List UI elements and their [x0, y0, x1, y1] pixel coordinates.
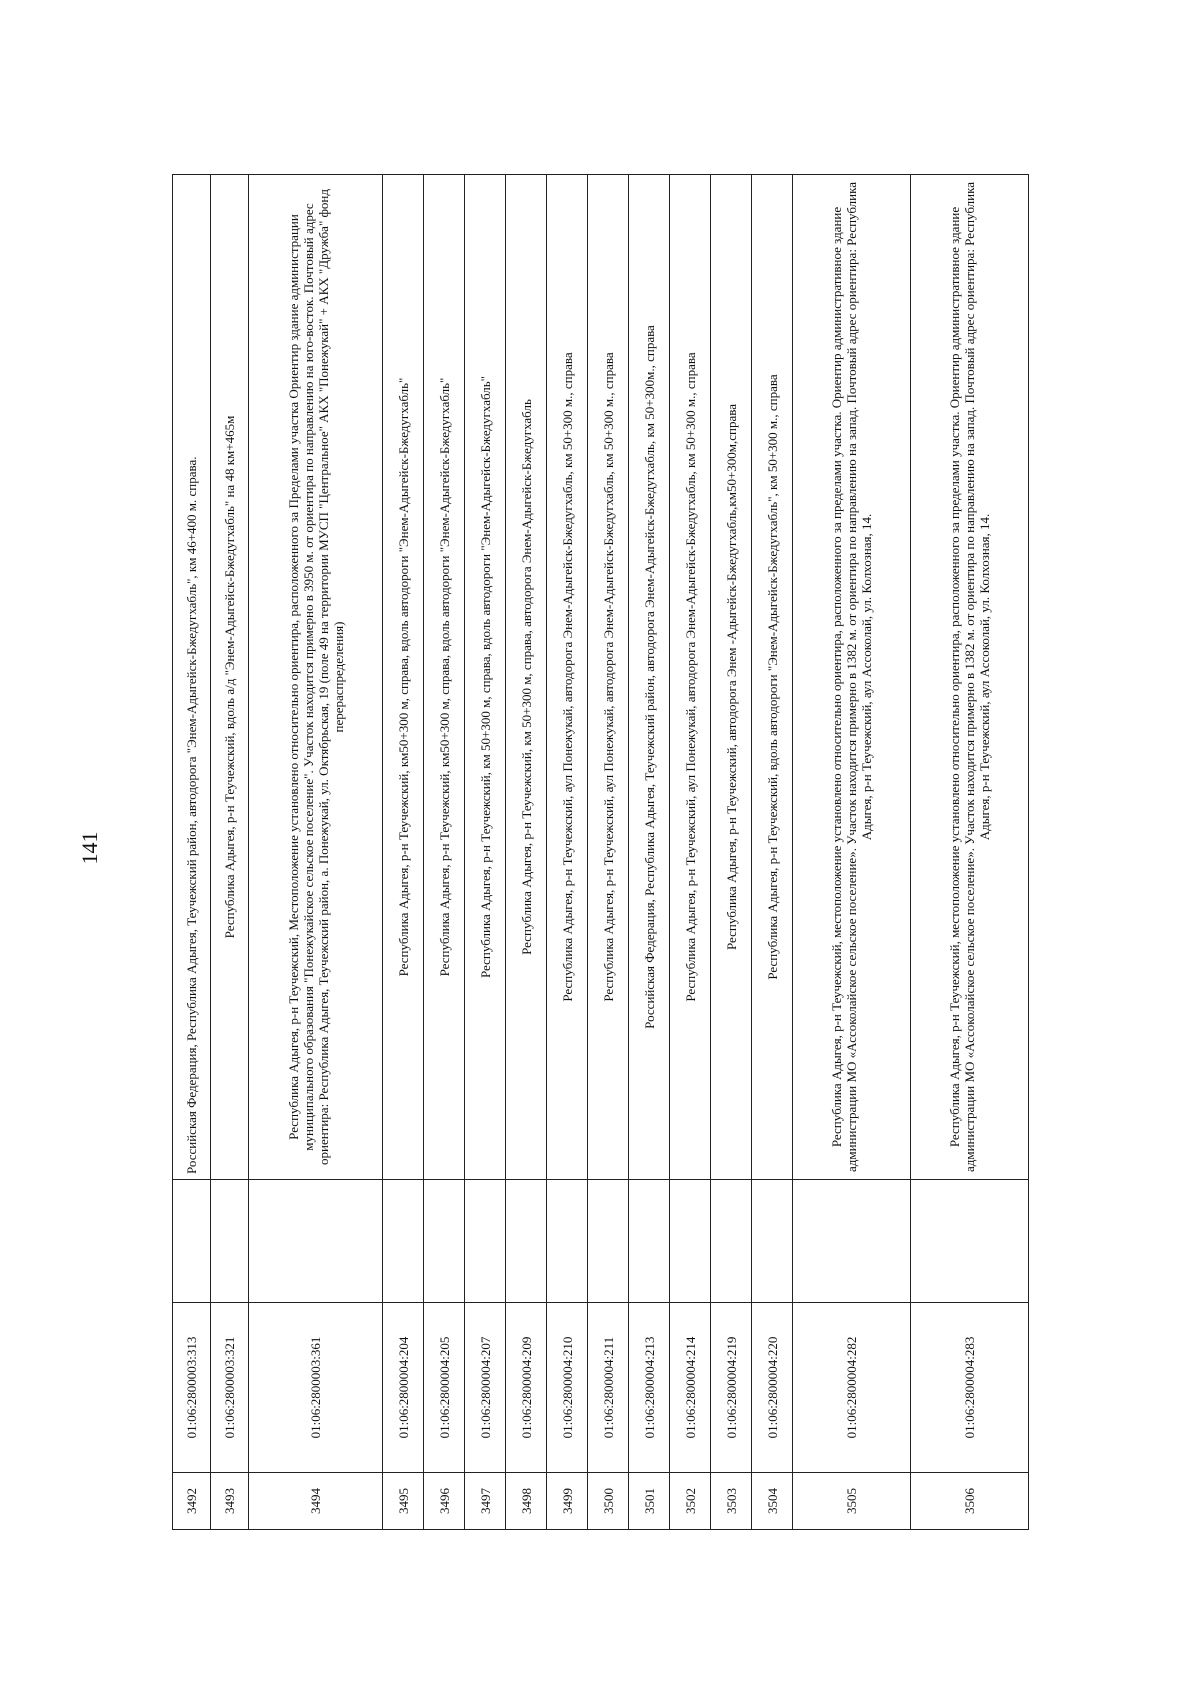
cadastral-number: 01:06:2800004:213	[629, 1303, 670, 1473]
row-number: 3492	[173, 1473, 211, 1530]
row-number: 3502	[670, 1473, 711, 1530]
empty-cell	[911, 1180, 1029, 1303]
row-number: 3496	[424, 1473, 465, 1530]
address-cell: Республика Адыгея, р-н Теучежский, местоположение установлено относительно ориентира, расположенного за пределами участка. Ориентир административное здание администрации МО «Ассоколайское сельское поселение». Участок находится примерно в 1382 м. от ориентира по направлению на запад. Почтовый адрес ориентира: Республика Адыгея, р-н Теучежский, аул Ассоколай, ул. Колхозная, 14.	[793, 175, 911, 1180]
empty-cell	[588, 1180, 629, 1303]
table-row	[383, 175, 424, 1530]
table-row	[911, 175, 1029, 1530]
cadastral-number: 01:06:2800004:220	[752, 1303, 793, 1473]
cadastral-number: 01:06:2800003:361	[249, 1303, 383, 1473]
cadastral-number: 01:06:2800004:209	[506, 1303, 547, 1473]
table-row	[547, 175, 588, 1530]
cadastral-number: 01:06:2800004:219	[711, 1303, 752, 1473]
empty-cell	[793, 1180, 911, 1303]
cadastral-number: 01:06:2800004:211	[588, 1303, 629, 1473]
row-number: 3501	[629, 1473, 670, 1530]
address-cell: Республика Адыгея, р-н Теучежский, аул Понежукай, автодорога Энем-Адыгейск-Бжедугхабль, км 50+300 м., справа	[588, 175, 629, 1180]
empty-cell	[383, 1180, 424, 1303]
cadastral-number: 01:06:2800004:204	[383, 1303, 424, 1473]
address-cell: Республика Адыгея, р-н Теучежский, вдоль а/д "Энем-Адыгейск-Бжедугхабль" на 48 км+465м	[211, 175, 249, 1180]
empty-cell	[711, 1180, 752, 1303]
table-row	[793, 175, 911, 1530]
table-row	[249, 175, 383, 1530]
table-row	[670, 175, 711, 1530]
row-number: 3493	[211, 1473, 249, 1530]
cadastral-number: 01:06:2800004:283	[911, 1303, 1029, 1473]
row-number: 3503	[711, 1473, 752, 1530]
table-row	[711, 175, 752, 1530]
address-cell: Республика Адыгея, р-н Теучежский, местоположение установлено относительно ориентира, расположенного за пределами участка. Ориентир административное здание администрации МО «Ассоколайское сельское поселение». Участок находится примерно в 1382 м. от ориентира по направлению на запад. Почтовый адрес ориентира: Республика Адыгея, р-н Теучежский, аул Ассоколай, ул. Колхозная, 14.	[911, 175, 1029, 1180]
row-number: 3504	[752, 1473, 793, 1530]
table-row	[465, 175, 506, 1530]
empty-cell	[173, 1180, 211, 1303]
cadastral-number: 01:06:2800004:205	[424, 1303, 465, 1473]
row-number: 3506	[911, 1473, 1029, 1530]
rotated-table-container	[172, 175, 1072, 1530]
row-number: 3499	[547, 1473, 588, 1530]
address-cell: Российская Федерация, Республика Адыгея, Теучежский район, автодорога Энем-Адыгейск-Бжедугхабль, км 50+300м., справа	[629, 175, 670, 1180]
row-number: 3498	[506, 1473, 547, 1530]
row-number: 3495	[383, 1473, 424, 1530]
table-row	[629, 175, 670, 1530]
address-cell: Республика Адыгея, р-н Теучежский, вдоль автодороги "Энем-Адыгейск-Бжедугхабль", км 50+300 м., справа	[752, 175, 793, 1180]
empty-cell	[424, 1180, 465, 1303]
address-cell: Российская Федерация, Республика Адыгея, Теучежский район, автодорога "Энем-Адыгейск-Бжедугхабль", км 46+400 м. справа.	[173, 175, 211, 1180]
row-number: 3505	[793, 1473, 911, 1530]
row-number: 3494	[249, 1473, 383, 1530]
empty-cell	[249, 1180, 383, 1303]
empty-cell	[465, 1180, 506, 1303]
cadastral-number: 01:06:2800003:313	[173, 1303, 211, 1473]
land-plot-table	[172, 174, 1029, 1530]
address-cell: Республика Адыгея, р-н Теучежский, аул Понежукай, автодорога Энем-Адыгейск-Бжедугхабль, км 50+300 м., справа	[670, 175, 711, 1180]
cadastral-number: 01:06:2800004:210	[547, 1303, 588, 1473]
cadastral-number: 01:06:2800003:321	[211, 1303, 249, 1473]
empty-cell	[547, 1180, 588, 1303]
empty-cell	[629, 1180, 670, 1303]
page-number: 141	[77, 831, 102, 865]
table-row	[752, 175, 793, 1530]
address-cell: Республика Адыгея, р-н Теучежский, Местоположение установлено относительно ориентира, расположенного за Пределами участка Ориентир здание администрации муниципального образования "Понежукайское сельское поселение". Участок находится примерно в 3950 м. от ориентира по направлению на юго-восток. Почтовый адрес ориентира: Республика Адыгея, Теучежский район, а. Понежукай, ул. Октябрьская, 19 (поле 49 на территории МУСП "Центральное" АКХ "Понежукай" + АКХ "Дружба" фонд перераспределения)	[249, 175, 383, 1180]
address-cell: Республика Адыгея, р-н Теучежский, км50+300 м, справа, вдоль автодороги "Энем-Адыгейск-Бжедугхабль"	[424, 175, 465, 1180]
cadastral-number: 01:06:2800004:207	[465, 1303, 506, 1473]
address-cell: Республика Адыгея, р-н Теучежский, км50+300 м, справа, вдоль автодороги "Энем-Адыгейск-Бжедугхабль"	[383, 175, 424, 1180]
empty-cell	[506, 1180, 547, 1303]
address-cell: Республика Адыгея, р-н Теучежский, аул Понежукай, автодорога Энем-Адыгейск-Бжедугхабль, км 50+300 м., справа	[547, 175, 588, 1180]
address-cell: Республика Адыгея, р-н Теучежский, км 50+300 м, справа, вдоль автодороги "Энем-Адыгейск-Бжедугхабль"	[465, 175, 506, 1180]
row-number: 3500	[588, 1473, 629, 1530]
table-row	[173, 175, 211, 1530]
table-row	[424, 175, 465, 1530]
empty-cell	[211, 1180, 249, 1303]
cadastral-number: 01:06:2800004:214	[670, 1303, 711, 1473]
table-row	[211, 175, 249, 1530]
row-number: 3497	[465, 1473, 506, 1530]
address-cell: Республика Адыгея, р-н Теучежский, км 50+300 м, справа, автодорога Энем-Адыгейск-Бжедугхабль	[506, 175, 547, 1180]
empty-cell	[670, 1180, 711, 1303]
address-cell: Республика Адыгея, р-н Теучежский, автодорога Энем -Адыгейск-Бжедугхабль,км50+300м,справа	[711, 175, 752, 1180]
table-row	[506, 175, 547, 1530]
cadastral-number: 01:06:2800004:282	[793, 1303, 911, 1473]
empty-cell	[752, 1180, 793, 1303]
table-row	[588, 175, 629, 1530]
